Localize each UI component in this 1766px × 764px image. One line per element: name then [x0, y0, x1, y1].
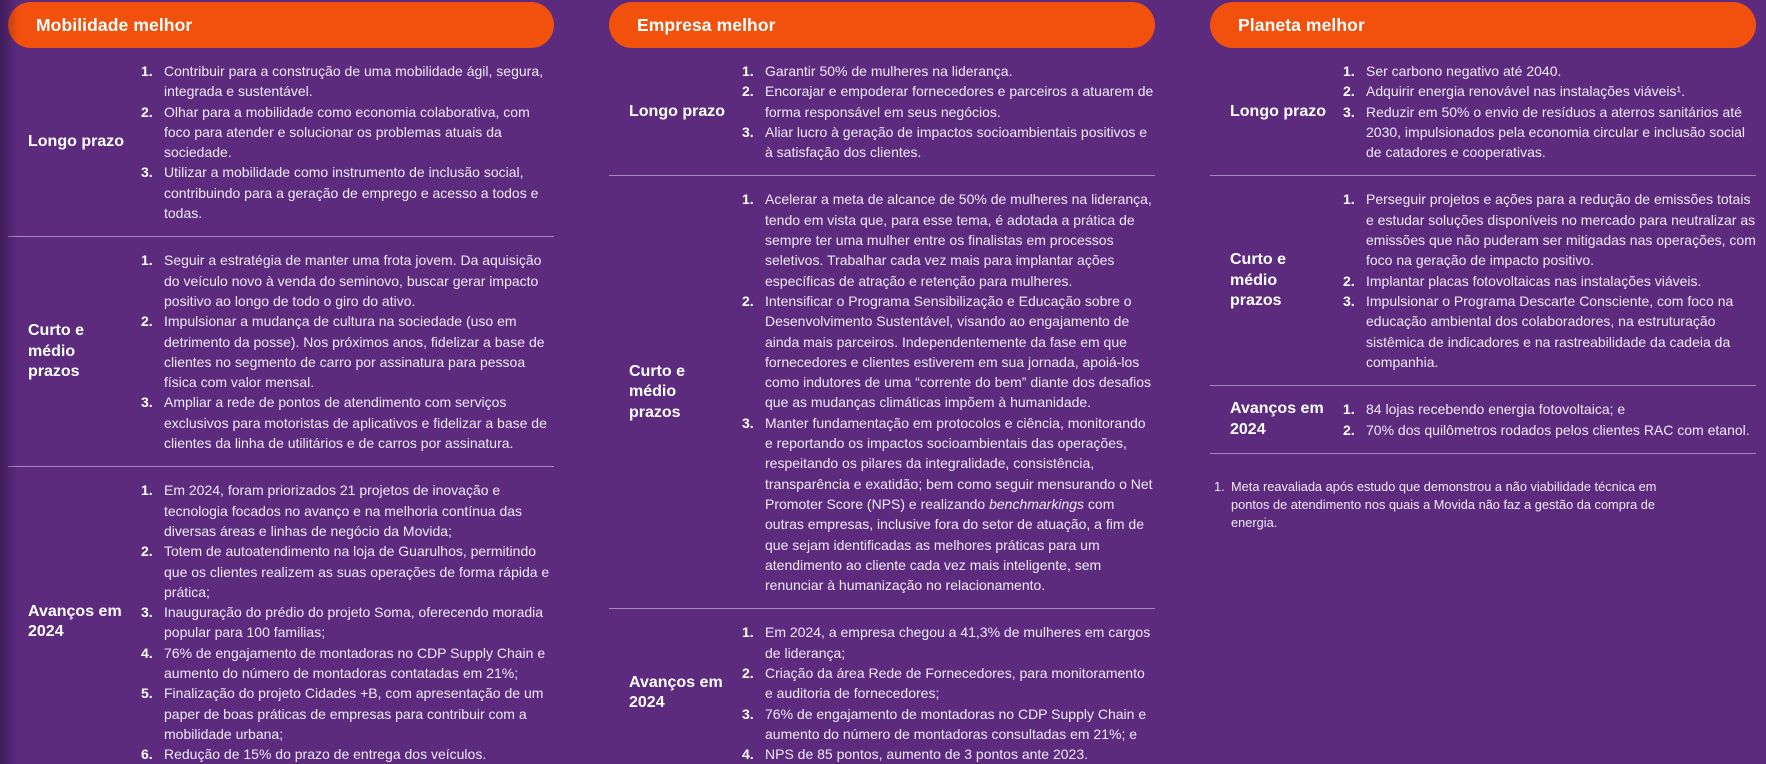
item-number: 4. [141, 644, 153, 661]
column-title: Empresa melhor [637, 14, 776, 35]
list-item [141, 744, 554, 764]
item-number: 3. [141, 164, 153, 181]
list-item [1343, 291, 1756, 372]
list-item [141, 480, 554, 541]
list-item [742, 413, 1155, 596]
list-item-text: Adquirir energia renovável nas instalações viáveis¹. [1366, 83, 1686, 100]
list-item [742, 81, 1155, 122]
list-item [742, 61, 1155, 81]
item-number: 3. [742, 414, 754, 431]
list-item-text: Inauguração do prédio do projeto Soma, oferecendo moradia popular para 100 familias; [164, 604, 544, 641]
list-item [141, 311, 554, 392]
item-number: 2. [742, 292, 754, 309]
numbered-list [742, 189, 1155, 595]
pillar-column-mobilidade [8, 2, 554, 764]
list-item [1343, 61, 1756, 81]
item-number: 3. [1343, 292, 1355, 309]
list-item-text: NPS de 85 pontos, aumento de 3 pontos ante 2023. [765, 746, 1089, 763]
item-number: 3. [141, 604, 153, 621]
pillar-column-planeta [1210, 2, 1756, 764]
list-item [742, 291, 1155, 413]
item-number: 1. [742, 624, 754, 641]
section-longo-prazo [8, 48, 554, 236]
list-item-text: Impulsionar a mudança de cultura na sociedade (uso em detrimento da posse). Nos próximos anos, fidelizar a base de clientes no segmento de carro por assinatura para pessoa física com valor mensal. [164, 313, 545, 391]
list-item-text: Ser carbono negativo até 2040. [1366, 63, 1562, 79]
section-avan-os-em-2024 [609, 608, 1155, 764]
item-number: 3. [1343, 103, 1355, 120]
item-number: 3. [742, 123, 754, 140]
list-item-text: Impulsionar o Programa Descarte Consciente, com foco na educação ambiental dos colaboradores, na estruturação sistêmica de indicadores e na rastreabilidade da cadeia da companhia. [1366, 292, 1734, 370]
row-label: Avanços em 2024 [28, 602, 122, 641]
row-label: Avanços em 2024 [1230, 400, 1324, 438]
column-sections [8, 48, 554, 764]
row-label: Longo prazo [1230, 102, 1326, 120]
item-number: 2. [141, 543, 153, 560]
list-item [141, 602, 554, 643]
row-label: Longo prazo [629, 102, 725, 120]
list-item [141, 643, 554, 684]
list-item-text: Redução de 15% do prazo de entrega dos veículos. [164, 746, 487, 763]
footnote [1214, 478, 1696, 532]
column-title: Planeta melhor [1238, 14, 1365, 35]
list-item-text: Olhar para a mobilidade como economia colaborativa, com foco para atender e solucionar os problemas atuais da sociedade. [164, 103, 530, 161]
list-item [141, 162, 554, 223]
list-item [742, 122, 1155, 163]
list-item-text: 70% dos quilômetros rodados pelos clientes RAC com etanol. [1366, 421, 1750, 438]
section-longo-prazo [609, 48, 1155, 175]
item-number: 1. [742, 191, 754, 208]
list-item-text: Aliar lucro à geração de impactos socioambientais positivos e à satisfação dos clientes. [765, 123, 1148, 161]
list-item-text: 84 lojas recebendo energia fotovoltaica; e [1366, 401, 1626, 418]
item-number: 1. [141, 252, 153, 269]
item-number: 3. [141, 394, 153, 411]
column-header-pill [8, 2, 554, 48]
list-item [141, 61, 554, 102]
item-number: 2. [1343, 421, 1355, 438]
list-item [1343, 81, 1756, 101]
list-item [742, 744, 1155, 764]
item-number: 2. [1343, 272, 1355, 289]
section-longo-prazo [1210, 48, 1756, 175]
numbered-list [1343, 399, 1756, 440]
list-item-text: Ampliar a rede de pontos de atendimento com serviços exclusivos para motoristas de aplicativos e fidelizar a base de clientes da linha de utilitários e de carros por assinatura. [164, 394, 547, 452]
item-number: 1. [1343, 401, 1355, 418]
section-avan-os-em-2024 [8, 466, 554, 764]
section-curto-e-m-dio-prazos [8, 236, 554, 466]
list-item [1343, 420, 1756, 440]
section-avan-os-em-2024 [1210, 385, 1756, 453]
pillar-column-empresa [609, 2, 1155, 764]
list-item [742, 622, 1155, 663]
list-item-text: 76% de engajamento de montadoras no CDP Supply Chain e aumento do número de montadoras consultadas em 21%; e [765, 705, 1147, 742]
column-header-pill [1210, 2, 1756, 48]
footnote-marker: 1. [1214, 479, 1225, 495]
row-label: Avanços em 2024 [629, 673, 723, 712]
row-label: Curto e médio prazos [1230, 251, 1286, 310]
section-curto-e-m-dio-prazos [609, 175, 1155, 608]
numbered-list [1343, 61, 1756, 162]
list-item [1343, 189, 1756, 270]
list-item-text: Acelerar a meta de alcance de 50% de mulheres na liderança, tendo em vista que, para esse tema, é adotada a prática de sempre ter uma mulher entre os finalistas em processos seletivos. Trabalhar cada vez mais para implantar ações específicas de atração e retenção para mulheres. [765, 191, 1152, 289]
numbered-list [1343, 189, 1756, 372]
numbered-list [141, 480, 554, 764]
column-sections [609, 48, 1155, 764]
list-item-text: Em 2024, a empresa chegou a 41,3% de mulheres em cargos de liderança; [765, 624, 1151, 661]
numbered-list [742, 622, 1155, 764]
list-item-text: Garantir 50% de mulheres na liderança. [765, 63, 1013, 79]
numbered-list [141, 250, 554, 453]
item-number: 2. [141, 103, 153, 120]
item-number: 5. [141, 685, 153, 702]
list-item [742, 189, 1155, 290]
list-item-text: Seguir a estratégia de manter uma frota jovem. Da aquisição do veículo novo à venda do seminovo, buscar gerar impacto positivo ao longo de todo o giro do ativo. [164, 252, 542, 309]
row-label: Curto e médio prazos [629, 362, 685, 421]
item-number: 1. [141, 482, 153, 499]
list-item-text: Totem de autoatendimento na loja de Guarulhos, permitindo que os clientes realizem as suas operações de forma rápida e prática; [164, 543, 550, 600]
list-item [1343, 102, 1756, 163]
list-item [141, 102, 554, 163]
list-item-text: Intensificar o Programa Sensibilização e Educação sobre o Desenvolvimento Sustentável, visando ao engajamento de ainda mais parceiros. Independentemente da fase em que fornecedores e clientes estiverem em sua jornada, apoiá-los como indutores de uma “corrente do bem” diante dos desafios que as mudanças climáticas impõem à humanidade. [765, 292, 1151, 411]
row-label: Curto e médio prazos [28, 322, 84, 381]
list-item-text: Implantar placas fotovoltaicas nas instalações viáveis. [1366, 272, 1702, 289]
list-item [1343, 271, 1756, 291]
list-item-text: Perseguir projetos e ações para a redução de emissões totais e estudar soluções disponíveis no mercado para neutralizar as emissões que não puderam ser mitigadas nas operações, com foco na geração de impacto positivo. [1366, 191, 1756, 269]
item-number: 3. [742, 705, 754, 722]
numbered-list [742, 61, 1155, 162]
item-number: 2. [141, 313, 153, 330]
list-item-text: Finalização do projeto Cidades +B, com apresentação de um paper de boas práticas de empresas para contribuir com a mobilidade urbana; [164, 685, 544, 742]
list-item-text: Reduzir em 50% o envio de resíduos a aterros sanitários até 2030, impulsionados pela economia circular e inclusão social de catadores e cooperativas. [1366, 103, 1745, 161]
section-curto-e-m-dio-prazos [1210, 175, 1756, 385]
list-item-text: Contribuir para a construção de uma mobilidade ágil, segura, integrada e sustentável. [164, 63, 543, 100]
column-title: Mobilidade melhor [36, 14, 193, 35]
item-number: 1. [1343, 191, 1355, 208]
list-item [141, 683, 554, 744]
list-item [141, 250, 554, 311]
row-label: Longo prazo [28, 132, 124, 150]
list-item-text: Em 2024, foram priorizados 21 projetos de inovação e tecnologia focados no avanço e na melhoria contínua das diversas áreas e linhas de negócio da Movida; [164, 482, 523, 539]
list-item [141, 541, 554, 602]
list-item-text: Manter fundamentação em protocolos e ciência, monitorando e reportando os impactos socioambientais das operações, respeitando os pilares da integralidade, consistência, transparência e exatidão; bem como seguir mensurando o Net Promoter Score (NPS) e realizando benchmarkings com outras empresas, inclusive fora do setor de atuação, a fim de que sejam identificadas as melhores práticas para um atendimento ao cliente cada vez mais inteligente, sem renunciar à humanização no relacionamento. [765, 414, 1153, 594]
item-number: 1. [1343, 63, 1355, 79]
column-sections [1210, 48, 1756, 454]
item-number: 2. [742, 665, 754, 682]
footnote-text: Meta reavaliada após estudo que demonstrou a não viabilidade técnica em pontos de atendimento nos quais a Movida não faz a gestão da compra de energia. [1231, 479, 1657, 531]
list-item [141, 392, 554, 453]
item-number: 2. [742, 83, 754, 100]
numbered-list [141, 61, 554, 223]
list-item-text: 76% de engajamento de montadoras no CDP Supply Chain e aumento do número de montadoras contatadas em 21%; [164, 644, 546, 682]
list-item-text: Criação da área Rede de Fornecedores, para monitoramento e auditoria de fornecedores; [765, 665, 1145, 702]
list-item [1343, 399, 1756, 419]
list-item [742, 704, 1155, 745]
item-number: 6. [141, 746, 153, 763]
list-item [742, 663, 1155, 704]
item-number: 2. [1343, 83, 1355, 100]
list-item-text: Utilizar a mobilidade como instrumento de inclusão social, contribuindo para a geração de emprego e acesso a todos e todas. [164, 164, 539, 222]
column-header-pill [609, 2, 1155, 48]
item-number: 4. [742, 746, 754, 763]
list-item-text: Encorajar e empoderar fornecedores e parceiros a atuarem de forma responsável em seus negócios. [765, 83, 1154, 120]
item-number: 1. [742, 63, 754, 79]
item-number: 1. [141, 63, 153, 79]
